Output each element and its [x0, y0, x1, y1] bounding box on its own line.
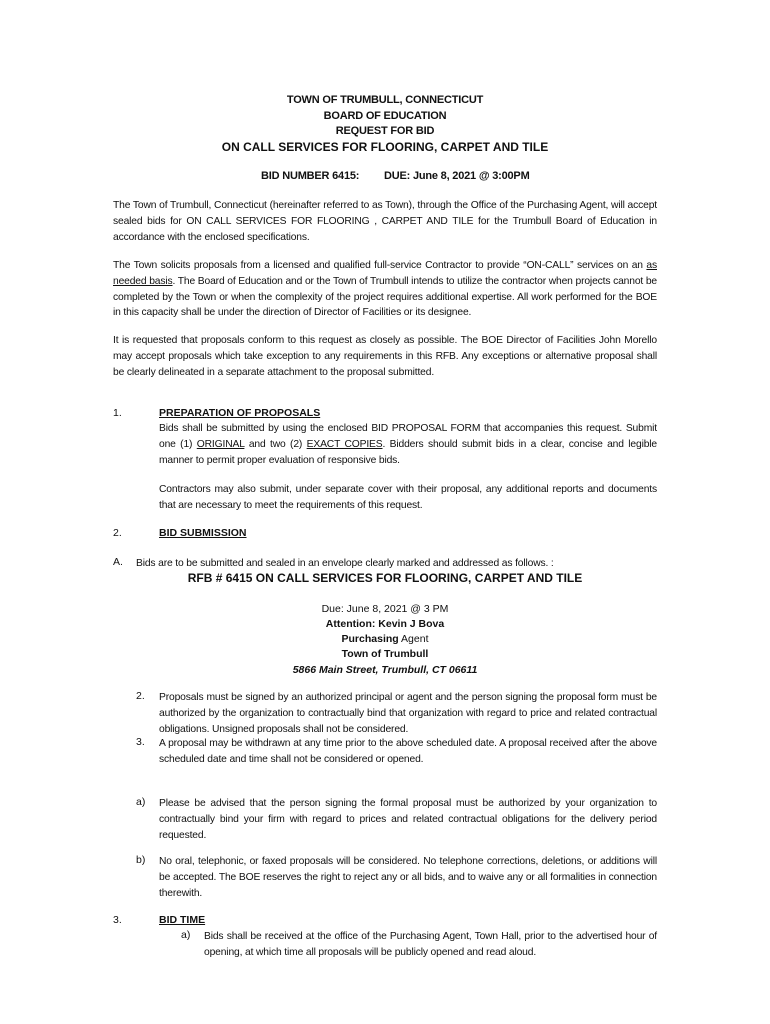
item-a-paragraph: Please be advised that the person signing the formal proposal must be authorized by your organization to contractually bind your firm with regard to prices and related contractual obligations for the delivery period requested.	[159, 798, 657, 841]
section-3-item-a-label: a)	[181, 929, 191, 941]
address-attention: Attention: Kevin J Bova	[325, 618, 445, 630]
item-b-bullet: b)	[136, 854, 146, 866]
item-3-text: A proposal may be withdrawn at any time prior to the above scheduled date. A proposal received after the above scheduled date and time shall not be considered or opened.	[159, 738, 657, 765]
item-a-label: A.	[113, 556, 123, 568]
address-street: 5866 Main Street, Trumbull, CT 06611	[292, 664, 478, 676]
section-1-paragraph-1	[159, 421, 657, 468]
header-board: BOARD OF EDUCATION	[323, 110, 447, 122]
address-due: Due: June 8, 2021 @ 3 PM	[321, 603, 449, 615]
section-2-number: 2.	[113, 527, 122, 539]
address-role	[0, 632, 770, 648]
address-role-rest: Agent	[398, 633, 429, 645]
header-request: REQUEST FOR BID	[335, 125, 435, 137]
intro-p2-start: The Town solicits proposals from a licensed and qualified full-service Contractor to provide “ON-CALL” services on an	[113, 260, 643, 271]
section-3-heading: BID TIME	[159, 914, 206, 926]
item-2-label: 2.	[136, 690, 145, 702]
bid-number: BID NUMBER 6415:	[261, 170, 360, 182]
section-1-paragraph-2: Contractors may also submit, under separate cover with their proposal, any additional reports and documents that are necessary to meet the requirements of this request.	[159, 484, 657, 511]
due-date: DUE: June 8, 2021 @ 3:00PM	[384, 170, 530, 182]
item-2-text: Proposals must be signed by an authorized principal or agent and the person signing the proposal form must be authorized by the organization to contractually bind that organization with regard to price and related contractual obligations. Unsigned proposals shall not be considered.	[159, 692, 657, 735]
item-b-paragraph: No oral, telephonic, or faxed proposals will be considered. No telephone corrections, deletions, or additions will be accepted. The BOE reserves the right to reject any or all bids, and to waive any or all formalities in connection therewith.	[159, 856, 657, 899]
section-3-number: 3.	[113, 914, 122, 926]
item-3-label: 3.	[136, 736, 145, 748]
section-1-p1-end: . Bidders should submit bids in a clear, concise and legible manner to permit proper evaluation of responsive bids.	[159, 438, 657, 466]
rfb-title: RFB # 6415 ON CALL SERVICES FOR FLOORING, CARPET AND TILE	[187, 571, 583, 585]
item-a-bullet: a)	[136, 796, 146, 808]
section-3-item-a-text: Bids shall be received at the office of the Purchasing Agent, Town Hall, prior to the advertised hour of opening, at which time all proposals will be publicly opened and read aloud.	[204, 931, 657, 958]
address-role-bold: Purchasing	[341, 633, 399, 645]
as-needed-basis: as needed basis	[113, 260, 657, 287]
section-1-number: 1.	[113, 407, 122, 419]
intro-paragraph-1: The Town of Trumbull, Connecticut (hereinafter referred to as Town), through the Office of the Purchasing Agent, will accept sealed bids for ON CALL SERVICES FOR FLOORING , CARPET AND TILE for the Trumbull Board of Education in accordance with the enclosed specifications.	[113, 200, 657, 243]
address-town: Town of Trumbull	[341, 648, 429, 660]
section-1-p1-start: Bids shall be submitted by using the enclosed BID PROPOSAL FORM that accompanies this request. Submit one (1)	[159, 423, 657, 450]
original-label: ORIGINAL	[196, 438, 245, 450]
section-2-heading: BID SUBMISSION	[159, 527, 247, 539]
intro-paragraph-2	[113, 258, 657, 321]
intro-p2-rest: . The Board of Education and or the Town of Trumbull intends to utilize the contractor when projects cannot be completed by the Town or when the complexity of the project requires additional expertise. All work performed for the BOE in this capacity shall be under the direction of Director of Facilities or its designee.	[113, 275, 657, 319]
header-town: TOWN OF TRUMBULL, CONNECTICUT	[286, 94, 484, 106]
section-1-heading: PREPARATION OF PROPOSALS	[159, 407, 321, 419]
intro-paragraph-3: It is requested that proposals conform to this request as closely as possible. The BOE Director of Facilities John Morello may accept proposals which take exception to any requirements in this RFB. Any exceptions or alternative proposal shall be clearly delineated in a separate attachment to the proposal submitted.	[113, 335, 657, 378]
section-1-p1-mid: and two (2)	[248, 438, 303, 450]
header-title: ON CALL SERVICES FOR FLOORING, CARPET AND TILE	[221, 140, 549, 154]
exact-copies-label: EXACT COPIES	[306, 438, 383, 450]
item-a-text: Bids are to be submitted and sealed in an envelope clearly marked and addressed as follows. :	[136, 558, 554, 569]
